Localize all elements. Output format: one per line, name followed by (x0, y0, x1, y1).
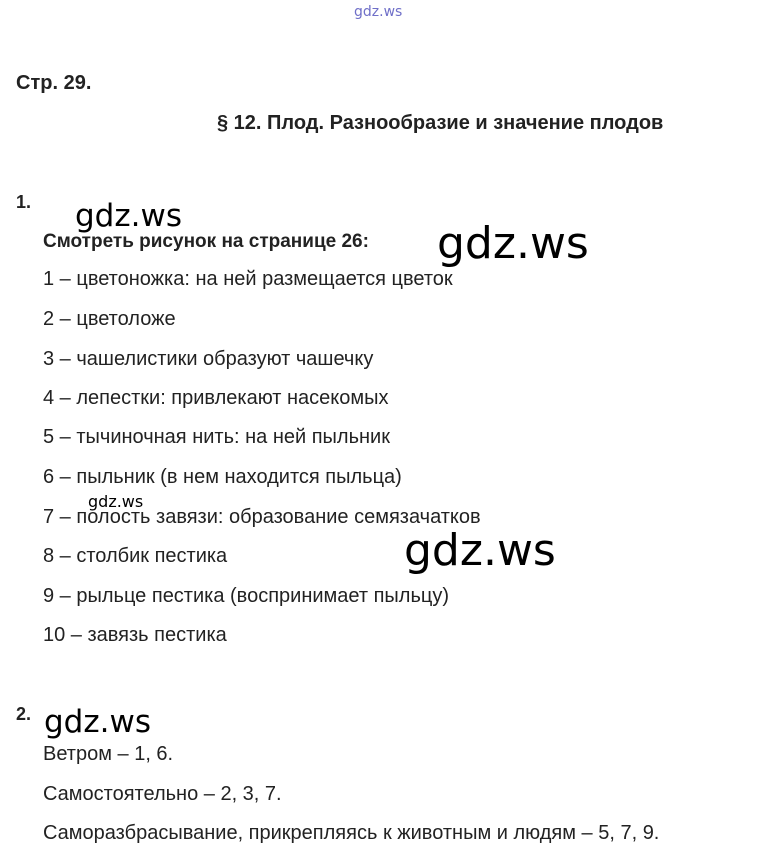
list-item: 7 – полость завязи: образование семязачатков (43, 506, 481, 528)
list-item: 8 – столбик пестика (43, 545, 228, 567)
list-item: 9 – рыльце пестика (воспринимает пыльцу) (43, 585, 449, 607)
list-item: 2 – цветоложе (43, 308, 176, 330)
list-item: Саморазбрасывание, прикрепляясь к животным и людям – 5, 7, 9. (43, 822, 660, 844)
list-item: 1 – цветоножка: на ней размещается цветок (43, 268, 453, 290)
watermark: gdz.ws (437, 218, 589, 269)
list-item: 4 – лепестки: привлекают насекомых (43, 387, 389, 409)
watermark-top: gdz.ws (354, 4, 403, 20)
task-1-subheading: Смотреть рисунок на странице 26: (43, 231, 369, 252)
section-title: § 12. Плод. Разнообразие и значение плодов (217, 112, 664, 134)
list-item: Самостоятельно – 2, 3, 7. (43, 783, 282, 805)
watermark: gdz.ws (404, 525, 556, 576)
task-1-number: 1. (16, 192, 32, 212)
task-2-number: 2. (16, 704, 32, 724)
list-item: 5 – тычиночная нить: на ней пыльник (43, 426, 390, 448)
list-item: 6 – пыльник (в нем находится пыльца) (43, 466, 402, 488)
list-item: 3 – чашелистики образуют чашечку (43, 348, 374, 370)
list-item: Ветром – 1, 6. (43, 743, 174, 765)
watermark: gdz.ws (88, 492, 144, 511)
watermark: gdz.ws (75, 198, 182, 234)
page-reference: Стр. 29. (16, 72, 92, 94)
list-item: 10 – завязь пестика (43, 624, 227, 646)
watermark: gdz.ws (44, 704, 151, 740)
